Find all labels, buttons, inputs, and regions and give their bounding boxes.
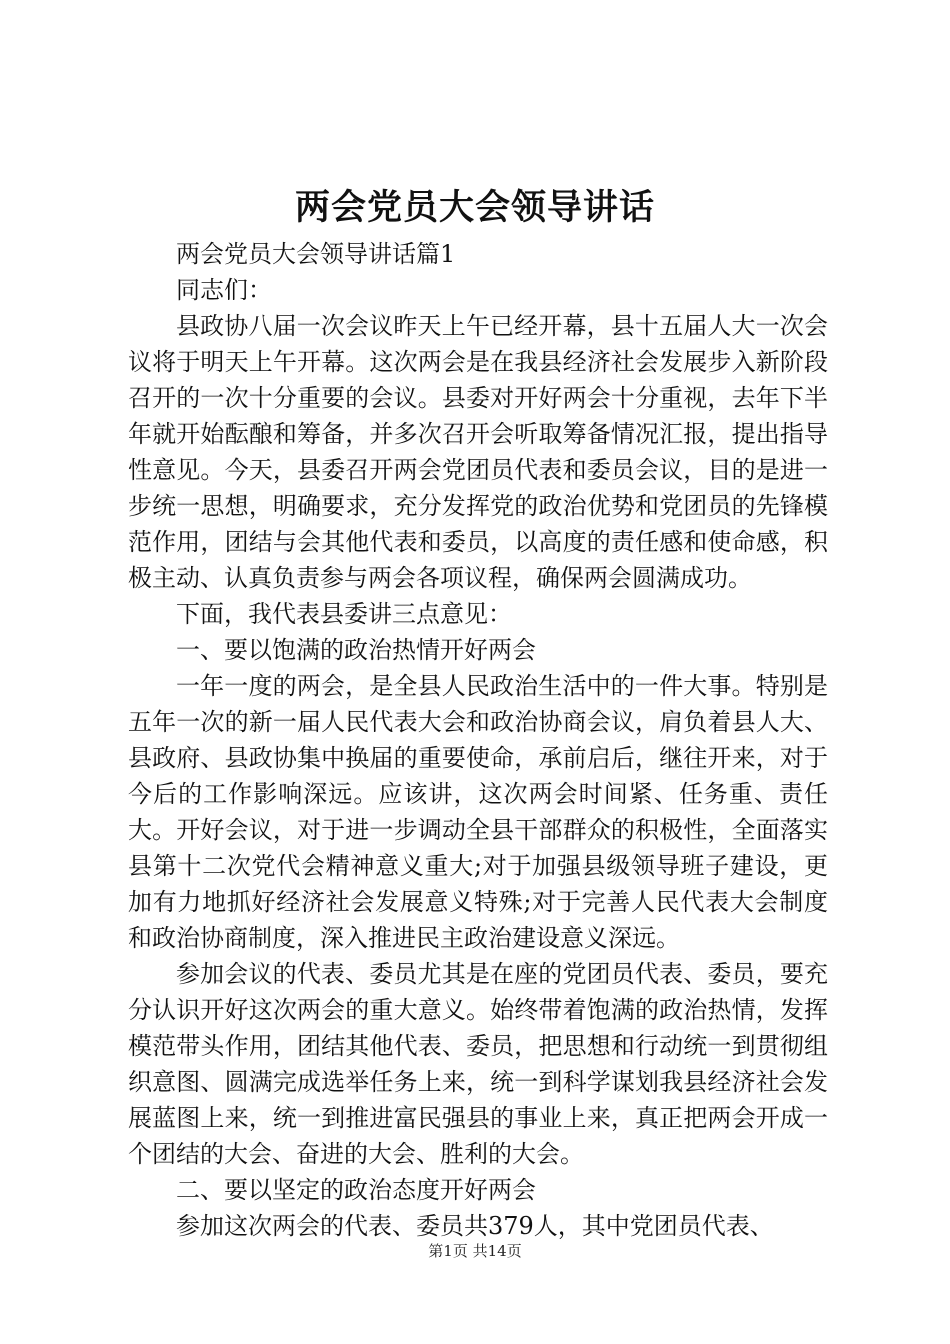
- document-body: [128, 236, 828, 1244]
- body-paragraph: 县政协八届一次会议昨天上午已经开幕，县十五届人大一次会议将于明天上午开幕。这次两会是在我县经济社会发展步入新阶段召开的一次十分重要的会议。县委对开好两会十分重视，去年下半年就开始酝酿和筹备，并多次召开会听取筹备情况汇报，提出指导性意见。今天，县委召开两会党团员代表和委员会议，目的是进一步统一思想，明确要求，充分发挥党的政治优势和党团员的先锋模范作用，团结与会其他代表和委员，以高度的责任感和使命感，积极主动、认真负责参与两会各项议程，确保两会圆满成功。: [128, 312, 828, 592]
- subheading: 一、要以饱满的政治热情开好两会: [176, 636, 536, 664]
- page-footer: 第1页 共14页: [428, 1242, 522, 1260]
- salutation: 同志们：: [176, 276, 272, 304]
- document-title: 两会党员大会领导讲话: [294, 187, 655, 228]
- body-paragraph: 下面，我代表县委讲三点意见：: [176, 600, 512, 628]
- subheading: 二、要以坚定的政治态度开好两会: [176, 1176, 536, 1204]
- body-paragraph: 参加会议的代表、委员尤其是在座的党团员代表、委员，要充分认识开好这次两会的重大意义。始终带着饱满的政治热情，发挥模范带头作用，团结其他代表、委员，把思想和行动统一到贯彻组织意图、圆满完成选举任务上来，统一到科学谋划我县经济社会发展蓝图上来，统一到推进富民强县的事业上来，真正把两会开成一个团结的大会、奋进的大会、胜利的大会。: [128, 960, 828, 1168]
- body-paragraph: 参加这次两会的代表、委员共379人，其中党团员代表、: [176, 1212, 774, 1240]
- section-heading: 两会党员大会领导讲话篇1: [176, 240, 456, 268]
- body-paragraph: 一年一度的两会，是全县人民政治生活中的一件大事。特别是五年一次的新一届人民代表大会和政治协商会议，肩负着县人大、县政府、县政协集中换届的重要使命，承前启后，继往开来，对于今后的工作影响深远。应该讲，这次两会时间紧、任务重、责任大。开好会议，对于进一步调动全县干部群众的积极性，全面落实县第十二次党代会精神意义重大;对于加强县级领导班子建设，更加有力地抓好经济社会发展意义特殊;对于完善人民代表大会制度和政治协商制度，深入推进民主政治建设意义深远。: [128, 672, 828, 952]
